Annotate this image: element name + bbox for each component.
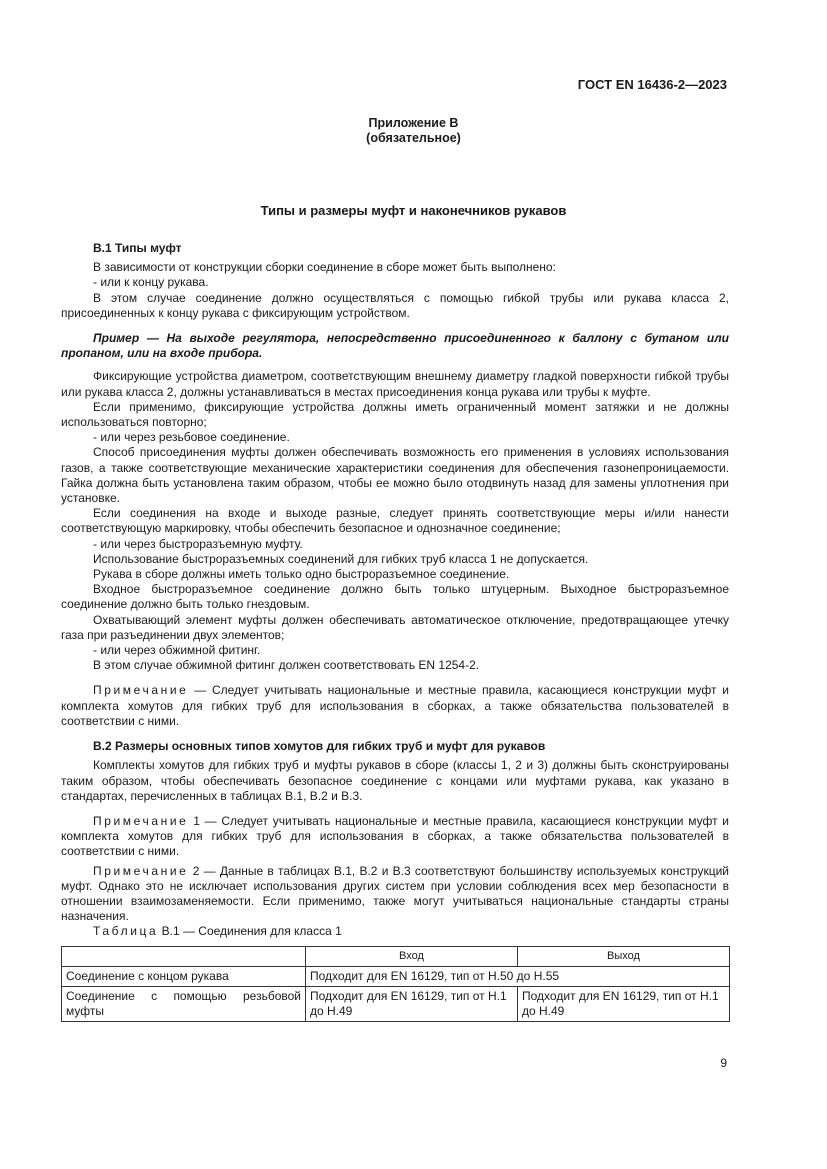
note-text: 2 — Данные в таблицах В.1, В.2 и В.3 соответствуют большинству используемых конструкций муфт. Однако это не исключает использования других систем при условии соблюдения всех мер безопасности в отношении взаимозаменяемости. Если применимо, также могут учитываться национальные стандарты страны назначения.: [61, 863, 729, 924]
table-caption-text: В.1 — Соединения для класса 1: [158, 924, 342, 939]
paragraph: Рукава в сборе должны иметь только одно быстроразъемное соединение.: [93, 567, 510, 582]
row-value-output: Подходит для EN 16129, тип от Н.1 до Н.49: [518, 986, 730, 1021]
paragraph: Если соединения на входе и выходе разные, следует принять соответствующие меры и/или нанести соответствующую маркировку, чтобы обеспечить безопасное и однозначное соединение;: [61, 506, 729, 536]
document-title: Типы и размеры муфт и наконечников рукавов: [260, 203, 567, 218]
connections-table: [61, 946, 730, 1022]
list-item: - или через обжимной фитинг.: [93, 643, 261, 658]
table-caption: [61, 924, 729, 939]
list-item: - или через быстроразъемную муфту.: [93, 536, 303, 551]
header-cell-input: Вход: [306, 946, 518, 966]
paragraph: Охватывающий элемент муфты должен обеспечивать автоматическое отключение, предотвращающее утечку газа при разъединении двух элементов;: [61, 612, 729, 642]
header-cell-empty: [62, 946, 306, 966]
annex-title: Приложение В: [368, 116, 459, 130]
paragraph: Комплекты хомутов для гибких труб и муфты рукавов в сборе (классы 1, 2 и 3) должны быть сконструированы таким образом, чтобы обеспечивать безопасное соединение с концами или муфтами рукава, как указано в стандартах, перечисленных в таблицах В.1, В.2 и В.3.: [61, 758, 729, 803]
paragraph: В этом случае обжимной фитинг должен соответствовать EN 1254-2.: [93, 658, 480, 673]
paragraph: В зависимости от конструкции сборки соединение в сборе может быть выполнено:: [93, 260, 556, 275]
paragraph: Фиксирующие устройства диаметром, соответствующим внешнему диаметру гладкой поверхности гибкой трубы или рукава класса 2, должны устанавливаться в местах присоединения конца рукава или трубы к муфте.: [61, 369, 729, 399]
row-value-input: Подходит для EN 16129, тип от Н.1 до Н.49: [306, 986, 518, 1021]
note: [61, 683, 729, 729]
paragraph: В этом случае соединение должно осуществляться с помощью гибкой трубы или рукава класса 2, присоединенных к концу рукава с фиксирующим устройством.: [61, 290, 729, 320]
note-text: — Следует учитывать национальные и местные правила, касающиеся конструкции муфт и комплекта хомутов для гибких труб для использования в сборках, а также обязательства пользователей в соответствии с ними.: [61, 683, 729, 728]
paragraph: Способ присоединения муфты должен обеспечивать возможность его применения в условиях использования газов, а также соответствующие механические характеристики соединения для обеспечения газонепроницаемости. Гайка должна быть установлена таким образом, чтобы ее можно было отодвинуть назад для замены уплотнения при установке.: [61, 445, 729, 506]
note-1: [61, 814, 729, 860]
note-text: 1 — Следует учитывать национальные и местные правила, касающиеся конструкции муфт и комплекта хомутов для гибких труб для использования в сборках, а также обязательства пользователей в соответствии с ними.: [61, 813, 729, 859]
standard-designation: ГОСТ EN 16436-2—2023: [577, 77, 727, 92]
annex-status: (обязательное): [366, 131, 461, 145]
header-cell-output: Выход: [518, 946, 730, 966]
table-row: [62, 986, 730, 1021]
main-content: [61, 241, 729, 1022]
note-label: Примечание: [93, 863, 189, 878]
note-label: Примечание: [93, 683, 189, 698]
annex-heading: [0, 116, 827, 146]
row-value: Подходит для EN 16129, тип от Н.50 до Н.55: [306, 966, 730, 986]
table-row: [62, 966, 730, 986]
row-label: Соединение с концом рукава: [62, 966, 306, 986]
table-header-row: [62, 946, 730, 966]
row-label: Соединение с помощью резьбовой муфты: [62, 986, 306, 1021]
table-caption-label: Таблица: [93, 924, 159, 939]
paragraph: Использование быстроразъемных соединений для гибких труб класса 1 не допускается.: [93, 551, 589, 566]
example-text: Пример — На выходе регулятора, непосредственно присоединенного к баллону с бутаном или пропаном, или на входе прибора.: [61, 331, 729, 361]
note-label: Примечание: [93, 813, 189, 828]
note-2: [61, 864, 729, 925]
list-item: - или через резьбовое соединение.: [93, 430, 290, 445]
paragraph: Если применимо, фиксирующие устройства должны иметь ограниченный момент затяжки и не должны использоваться повторно;: [61, 399, 729, 430]
paragraph: Входное быстроразъемное соединение должно быть только штуцерным. Выходное быстроразъемное соединение должно быть только гнездовым.: [61, 582, 729, 612]
section-heading-b1: В.1 Типы муфт: [93, 241, 182, 255]
page-number: 9: [720, 1056, 727, 1070]
section-heading-b2: В.2 Размеры основных типов хомутов для гибких труб и муфт для рукавов: [93, 739, 546, 754]
list-item: - или к концу рукава.: [93, 275, 209, 290]
